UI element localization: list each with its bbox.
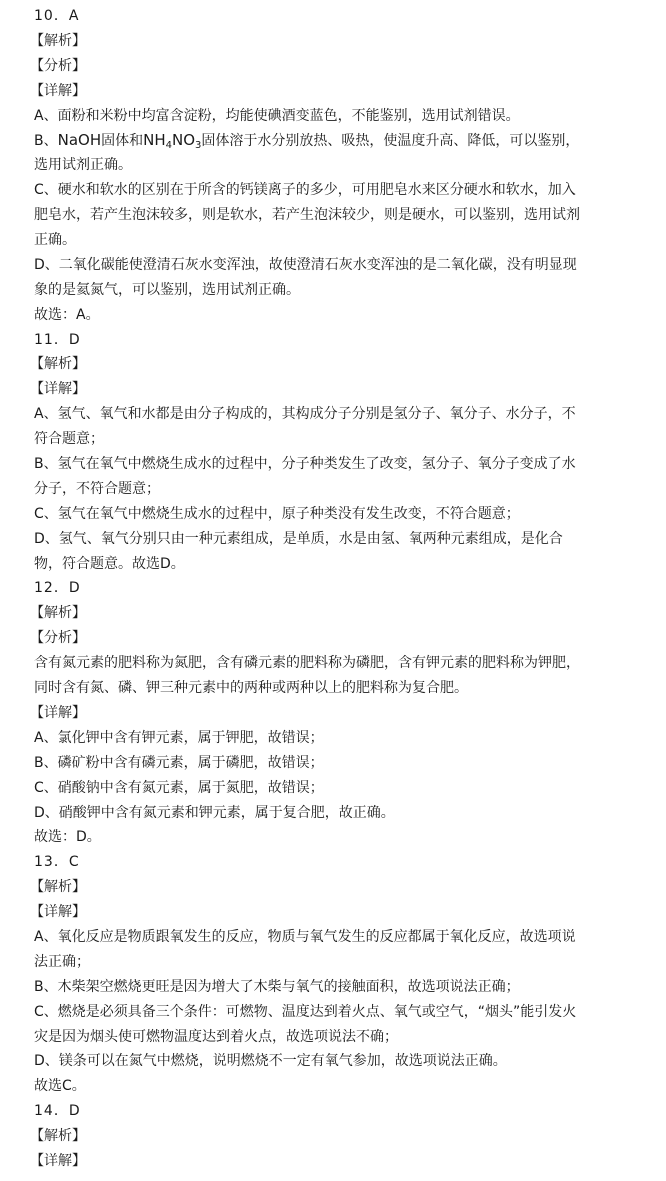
section-tag: 【解析】	[30, 605, 86, 622]
answer-line: 符合题意；	[34, 431, 104, 448]
answer-line: A、氢气、氧气和水都是由分子构成的，其构成分子分别是氢分子、氧分子、水分子，不	[34, 406, 576, 423]
question-number: 12．D	[34, 580, 81, 597]
answer-line: 肥皂水，若产生泡沫较多，则是软水，若产生泡沫较少，则是硬水，可以鉴别，选用试剂	[34, 207, 580, 224]
question-number: 14．D	[34, 1103, 81, 1120]
answer-line: D、镁条可以在氮气中燃烧，说明燃烧不一定有氧气参加，故选项说法正确。	[34, 1053, 507, 1070]
answer-line: D、氢气、氧气分别只由一种元素组成，是单质，水是由氢、氧两种元素组成，是化合	[34, 530, 563, 547]
question-number: 10．A	[34, 8, 80, 24]
answer-line: A、氧化反应是物质跟氧发生的反应，物质与氧气发生的反应都属于氧化反应，故选项说	[34, 928, 576, 945]
answer-line: 物，符合题意。故选D。	[34, 555, 185, 572]
answer-line: B、磷矿粉中含有磷元素，属于磷肥，故错误；	[34, 754, 324, 771]
answer-line: B、木柴架空燃烧更旺是因为增大了木柴与氧气的接触面积，故选项说法正确；	[34, 978, 520, 995]
answer-line: D、硝酸钾中含有氮元素和钾元素，属于复合肥，故正确。	[34, 804, 395, 821]
answer-line: 故选C。	[34, 1078, 86, 1095]
answer-line: 象的是氦氮气，可以鉴别，选用试剂正确。	[34, 281, 300, 298]
option-prefix: B、	[34, 133, 58, 150]
section-tag: 【详解】	[30, 82, 86, 99]
section-tag: 【解析】	[30, 356, 86, 373]
answer-line: A、氯化钾中含有钾元素，属于钾肥，故错误；	[34, 729, 324, 746]
answer-line-formula	[34, 128, 650, 153]
answer-line: D、二氧化碳能使澄清石灰水变浑浊，故使澄清石灰水变浑浊的是二氧化碳，没有明显现	[34, 256, 577, 273]
answer-line: 同时含有氮、磷、钾三种元素中的两种或两种以上的肥料称为复合肥。	[34, 680, 468, 697]
formula-subscript: 4	[165, 140, 172, 152]
answer-line: A、面粉和米粉中均富含淀粉，均能使碘酒变蓝色，不能鉴别，选用试剂错误。	[34, 107, 520, 124]
chemical-formula-no: NO	[171, 131, 196, 150]
answer-line: C、燃烧是必须具备三个条件：可燃物、温度达到着火点、氧气或空气，“烟头”能引发火	[34, 1003, 577, 1020]
answer-line: 选用试剂正确。	[34, 157, 132, 174]
section-tag: 【解析】	[30, 879, 86, 896]
section-tag: 【解析】	[30, 1128, 86, 1145]
formula-subscript: 3	[195, 140, 202, 152]
answer-line: 故选：D。	[34, 829, 101, 846]
section-tag: 【解析】	[30, 32, 86, 49]
text-span: 固体和	[101, 133, 144, 150]
answer-line: 灾是因为烟头使可燃物温度达到着火点，故选项说法不确；	[34, 1028, 398, 1045]
answer-line: C、硬水和软水的区别在于所含的钙镁离子的多少，可用肥皂水来区分硬水和软水，加入	[34, 182, 576, 199]
answer-line: 法正确；	[34, 953, 90, 970]
answer-line: C、氢气在氧气中燃烧生成水的过程中，原子种类没有发生改变，不符合题意；	[34, 505, 520, 522]
chemical-formula-naoh: NaOH	[57, 131, 102, 150]
answer-line: 分子，不符合题意；	[34, 480, 160, 497]
answer-line: 含有氮元素的肥料称为氮肥，含有磷元素的肥料称为磷肥，含有钾元素的肥料称为钾肥，	[34, 655, 580, 672]
section-tag: 【详解】	[30, 904, 86, 921]
text-span: 固体溶于水分别放热、吸热，使温度升高、降低，可以鉴别，	[201, 133, 580, 150]
answer-line: C、硝酸钠中含有氮元素，属于氮肥，故错误；	[34, 779, 324, 796]
section-tag: 【分析】	[30, 57, 86, 74]
answer-line: 故选：A。	[34, 306, 100, 323]
question-number: 11．D	[34, 331, 81, 348]
section-tag: 【详解】	[30, 704, 86, 721]
section-tag: 【详解】	[30, 381, 86, 398]
question-number: 13．C	[34, 854, 80, 871]
answer-line: 正确。	[34, 232, 76, 249]
section-tag: 【详解】	[30, 1152, 86, 1169]
answer-line: B、氢气在氧气中燃烧生成水的过程中，分子种类发生了改变，氢分子、氧分子变成了水	[34, 456, 576, 473]
chemical-formula-nh: NH	[143, 131, 166, 150]
section-tag: 【分析】	[30, 630, 86, 647]
